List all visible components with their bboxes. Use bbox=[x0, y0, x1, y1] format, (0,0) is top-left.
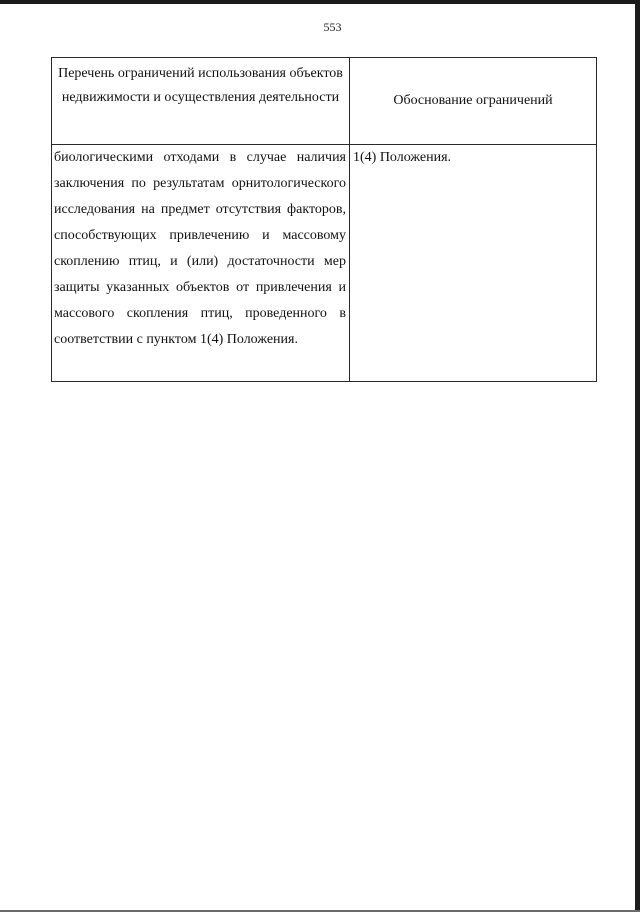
header-justification: Обоснование ограничений bbox=[350, 58, 597, 145]
header-restrictions-list: Перечень ограничений использования объектов недвижимости и осуществления деятельности bbox=[52, 58, 350, 145]
scan-edge-right bbox=[635, 0, 640, 912]
table-header-row bbox=[52, 58, 597, 145]
justification-cell: 1(4) Положения. bbox=[350, 145, 597, 382]
restriction-cell: биологическими отходами в случае наличия заключения по результатам орнитологического исследования на предмет отсутствия факторов, способствующих привлечению и массовому скоплению птиц, и (или) достаточности мер защиты указанных объектов от привлечения и массового скопления птиц, проведенного в соответствии с пунктом 1(4) Положения. bbox=[52, 145, 350, 382]
restrictions-table bbox=[51, 57, 597, 382]
page-number: 553 bbox=[323, 20, 342, 34]
table-row bbox=[52, 145, 597, 382]
scan-edge-top bbox=[0, 0, 640, 4]
